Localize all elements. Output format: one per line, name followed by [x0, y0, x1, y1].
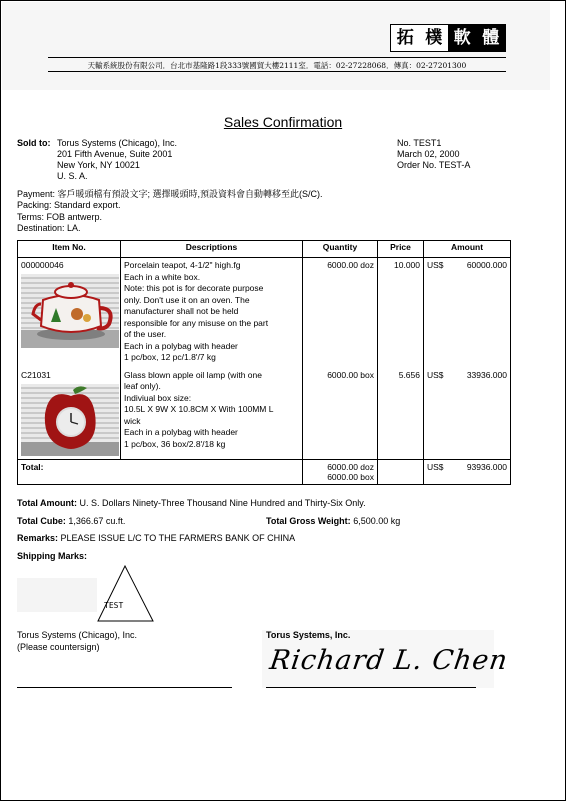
description-line: responsible for any misuse on the part — [124, 317, 269, 328]
teapot-photo — [21, 274, 119, 348]
header-rule — [48, 57, 506, 58]
shipping-mark-text: TEST — [104, 601, 124, 610]
quantity-cell — [303, 258, 378, 368]
trade-terms: Terms: FOB antwerp. — [17, 212, 103, 222]
price-cell — [378, 258, 424, 368]
item-cell — [18, 258, 121, 368]
mark-background — [17, 578, 97, 612]
apple-lamp-photo — [21, 384, 119, 456]
column-header: Amount — [424, 241, 511, 258]
logo-char: 拓 — [391, 25, 420, 51]
column-header: Descriptions — [121, 241, 303, 258]
logo-char: 體 — [477, 25, 506, 51]
quantity-cell — [303, 368, 378, 460]
total-label: Total: — [18, 460, 303, 485]
gross-weight-label: Total Gross Weight: — [266, 516, 351, 526]
order-number: Order No. TEST-A — [397, 160, 471, 170]
price-value: 5.656 — [398, 369, 420, 380]
total-amount-line — [17, 498, 366, 509]
remarks-value: PLEASE ISSUE L/C TO THE FARMERS BANK OF CHINA — [60, 533, 296, 543]
shipping-mark-triangle — [96, 564, 156, 624]
description-line: Each in a polybag with header — [124, 340, 238, 351]
description-line: wick — [124, 415, 141, 426]
item-number: 000000046 — [21, 260, 64, 270]
total-quantity-cell — [303, 460, 378, 485]
column-header: Price — [378, 241, 424, 258]
table-row — [18, 368, 511, 460]
sold-to-line: Torus Systems (Chicago), Inc. — [57, 138, 178, 148]
item-cell — [18, 368, 121, 460]
description-cell — [121, 258, 303, 368]
total-quantity: 6000.00 box — [327, 472, 374, 482]
gross-weight-line — [266, 516, 400, 527]
payment-terms: Payment: 客戶暖頭檔有預設文字; 選擇暖頭時,預設資料會自動轉移至此(S/C). — [17, 189, 323, 199]
total-cube-value: 1,366.67 cu.ft. — [68, 516, 126, 526]
sold-to-line: New York, NY 10021 — [57, 160, 140, 170]
price-value: 10.000 — [394, 260, 420, 270]
seller-name: Torus Systems, Inc. — [266, 630, 351, 640]
amount-cell — [424, 368, 511, 460]
header-rule — [48, 71, 506, 72]
items-table — [17, 240, 511, 485]
sold-to-label: Sold to: — [17, 138, 51, 148]
column-header: Quantity — [303, 241, 378, 258]
description-line: 1 pc/box, 36 box/2.8'/18 kg — [124, 438, 226, 449]
total-cube-label: Total Cube: — [17, 516, 66, 526]
countersign-note: (Please countersign) — [17, 642, 100, 652]
total-quantity: 6000.00 doz — [327, 462, 374, 472]
logo-char: 軟 — [448, 25, 477, 51]
packing-terms: Packing: Standard export. — [17, 200, 121, 210]
description-line: Porcelain teapot, 4-1/2" high.fg — [124, 260, 241, 270]
description-line: of the user. — [124, 329, 167, 339]
price-cell — [378, 368, 424, 460]
description-line: only. Don't use it on an oven. The — [124, 294, 250, 305]
description-cell — [121, 368, 303, 460]
quantity-value: 6000.00 doz — [327, 260, 374, 270]
description-line: leaf only). — [124, 381, 161, 391]
amount-cell — [424, 258, 511, 368]
total-amount-words: U. S. Dollars Ninety-Three Thousand Nine Hundred and Thirty-Six Only. — [79, 498, 366, 508]
currency: US$ — [427, 462, 444, 472]
document-number: No. TEST1 — [397, 138, 442, 148]
item-number: C21031 — [21, 369, 51, 380]
description-line: 10.5L X 9W X 10.8CM X With 100MM L — [124, 404, 274, 414]
document-date: March 02, 2000 — [397, 149, 460, 159]
currency: US$ — [427, 369, 444, 380]
table-header-row — [18, 241, 511, 258]
description-line: manufacturer shall not be held — [124, 306, 239, 316]
amount-value: 60000.000 — [466, 260, 507, 270]
company-logo — [390, 24, 506, 52]
total-amount-cell — [424, 460, 511, 485]
description-line: Each in a white box. — [124, 271, 201, 282]
column-header: Item No. — [18, 241, 121, 258]
company-address-line: 天輸系統股份有限公司．台北市基隆路1段333號國貿大樓2111室．電話：02-27228068．傳真：02-27201300 — [87, 61, 467, 70]
description-line: Note: this pot is for decorate purpose — [124, 283, 264, 293]
total-price-cell — [378, 460, 424, 485]
remarks-line — [17, 533, 295, 544]
remarks-label: Remarks: — [17, 533, 59, 543]
currency: US$ — [427, 260, 444, 270]
document-title: Sales Confirmation — [223, 114, 343, 130]
buyer-signature-line — [17, 687, 232, 688]
description-line: Glass blown apple oil lamp (with one — [124, 369, 262, 380]
description-line: Each in a polybag with header — [124, 427, 238, 437]
amount-value: 33936.000 — [466, 369, 507, 380]
seller-signature-line — [266, 687, 476, 688]
destination: Destination: LA. — [17, 223, 81, 233]
gross-weight-value: 6,500.00 kg — [353, 516, 401, 526]
total-row — [18, 460, 511, 485]
shipping-marks-label: Shipping Marks: — [17, 551, 88, 561]
total-amount: 93936.000 — [466, 462, 507, 472]
handwritten-signature: Richard L. Chen — [267, 645, 511, 676]
sold-to-line: 201 Fifth Avenue, Suite 2001 — [57, 149, 173, 159]
table-row — [18, 258, 511, 368]
description-line: Indiviual box size: — [124, 392, 192, 403]
description-line: 1 pc/box, 12 pc/1.8'/7 kg — [124, 352, 216, 362]
sold-to-line: U. S. A. — [57, 171, 88, 181]
total-amount-label: Total Amount: — [17, 498, 77, 508]
quantity-value: 6000.00 box — [327, 369, 374, 380]
buyer-name: Torus Systems (Chicago), Inc. — [17, 630, 138, 640]
logo-char: 樸 — [420, 25, 449, 51]
total-cube-line — [17, 516, 125, 527]
